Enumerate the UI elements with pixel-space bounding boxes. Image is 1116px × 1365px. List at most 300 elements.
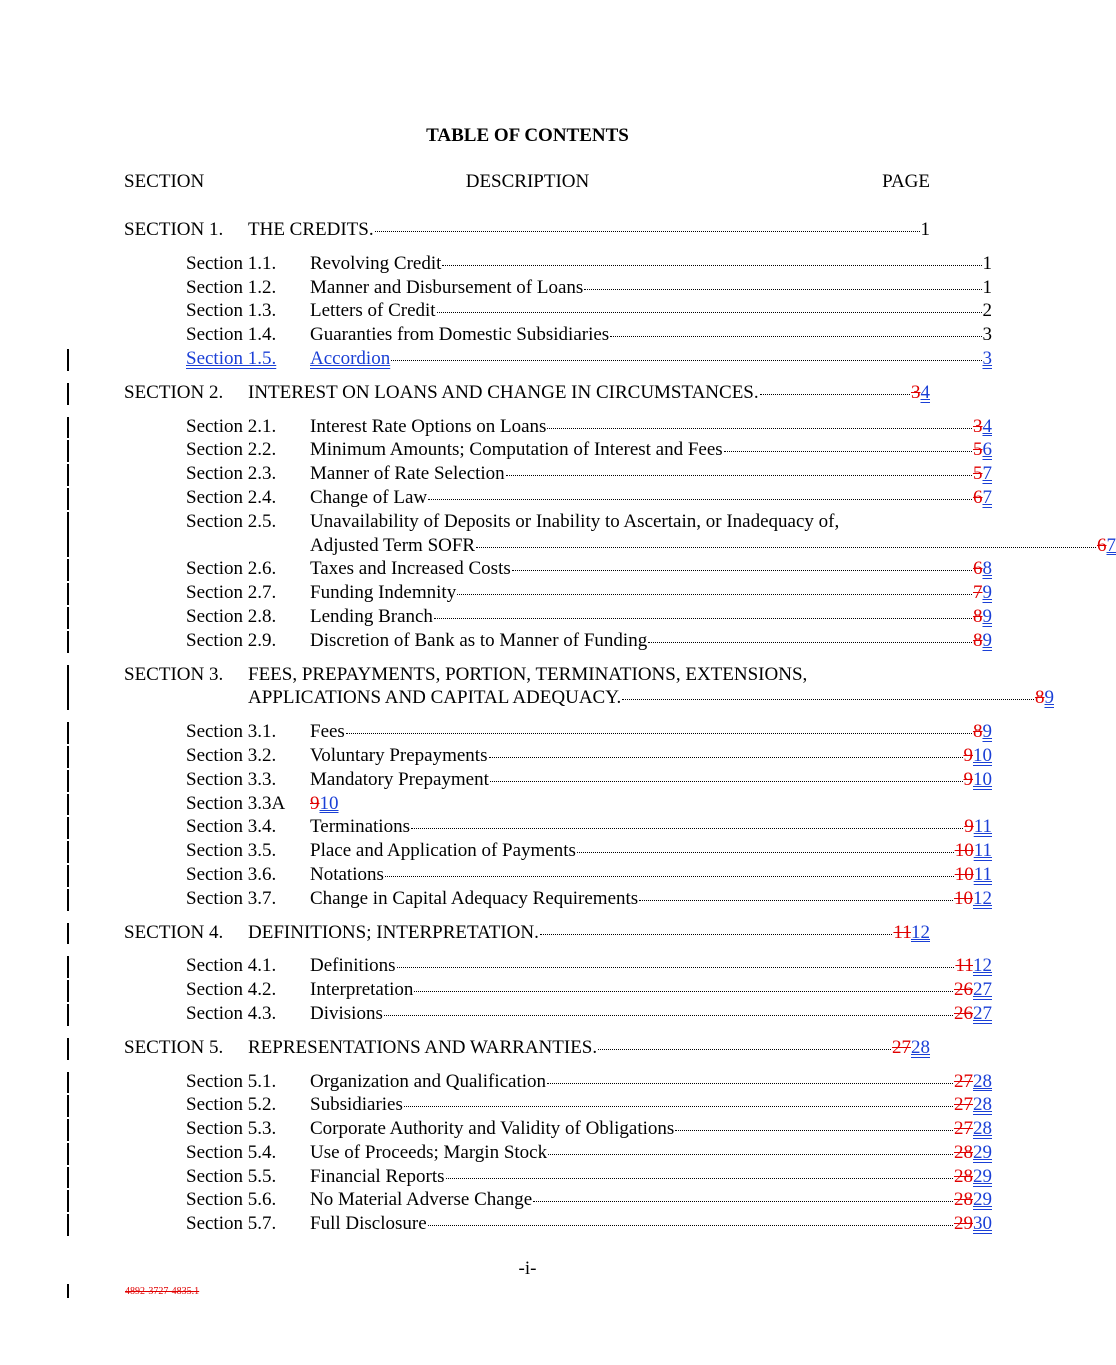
page-number-deleted: 9 [963,768,973,790]
page-reference [983,299,993,323]
toc-subsection-row[interactable] [124,768,992,792]
change-bar [67,722,69,744]
toc-label: Section 2.3. [186,463,277,485]
toc-title-text: Interest Rate Options on Loans [310,415,547,437]
toc-spacer [124,405,930,415]
page-number-inserted: 9 [982,582,992,604]
page-number-inserted: 11 [973,816,992,838]
toc-section-block [124,921,992,1026]
toc-spacer [124,710,930,720]
page-number-value: 3 [982,324,992,346]
page-number-deleted: 26 [954,1002,973,1024]
change-bar [67,488,69,510]
toc-title-text: Financial Reports [310,1165,445,1187]
toc-line [186,1002,992,1026]
toc-subsection-row[interactable] [124,276,992,300]
page-number-deleted: 27 [954,1118,973,1140]
toc-label: Section 5.4. [186,1141,277,1163]
page-number-inserted: 29 [973,1165,992,1187]
toc-line [124,1036,930,1060]
dot-leader [577,851,954,853]
toc-subsection-row[interactable] [124,863,992,887]
toc-line [186,1141,992,1165]
page-number-deleted: 6 [1097,534,1107,556]
toc-line [124,218,930,242]
page-reference [954,1188,992,1212]
toc-section-row[interactable] [124,381,930,405]
dot-leader [384,1014,953,1016]
page-reference [983,276,993,300]
change-bar [67,956,69,978]
toc-subsection-row[interactable] [124,792,930,816]
toc-title-text: Full Disclosure [310,1213,427,1235]
toc-title-text: Funding Indemnity [310,582,457,604]
column-header-page: PAGE [882,171,930,192]
page-number-inserted: 7 [1106,534,1116,556]
change-bar [67,559,69,581]
page-number: -i- [518,1258,537,1279]
page-number-inserted: 11 [973,840,992,862]
page-number-deleted: 6 [973,558,983,580]
page-reference [1035,686,1054,710]
toc-title-text: Use of Proceeds; Margin Stock [310,1141,548,1163]
dot-leader [490,780,963,782]
page-number-deleted: 5 [973,439,983,461]
toc-line [186,299,992,323]
toc-title-text: Guaranties from Domestic Subsidiaries [310,324,610,346]
toc-line [186,581,992,605]
dot-leader [675,1129,953,1131]
page-number-deleted: 9 [963,744,973,766]
page-number-value: 1 [920,219,930,240]
dot-leader [760,393,910,395]
dot-leader [414,990,953,992]
toc-subsection-row[interactable] [124,581,992,605]
page-number-inserted: 12 [973,887,992,909]
page-reference [921,218,931,242]
page-reference [954,1070,992,1094]
change-bar [67,980,69,1002]
dot-leader [434,617,972,619]
toc-line [186,252,992,276]
toc-subsection-row[interactable] [124,978,992,1002]
change-bar [67,1167,69,1189]
page-number-inserted: 9 [982,629,992,651]
page-reference [954,1117,992,1141]
toc-label: Section 5.5. [186,1165,277,1187]
page-reference [973,557,992,581]
page-reference [310,792,339,816]
toc-title-text: Place and Application of Payments [310,840,576,862]
change-bar [67,583,69,605]
toc-title-text: Adjusted Term SOFR [310,534,476,556]
toc-subsection-row[interactable] [124,1141,992,1165]
dot-leader [457,593,972,595]
toc-label: Section 2.2. [186,439,277,461]
page-reference [983,323,993,347]
toc-title-text: Voluntary Prepayments [310,744,488,766]
dot-leader [547,427,972,429]
toc-label: Section 2.6. [186,558,277,580]
toc-title-text: Notations [310,863,384,885]
page-reference [964,768,993,792]
change-bar [67,746,69,768]
page-number-deleted: 27 [892,1036,911,1058]
toc-title-text: Corporate Authority and Validity of Obligations [310,1118,675,1140]
dot-leader [584,288,981,290]
toc-label: SECTION 4. [124,921,224,943]
toc-label: Section 2.7. [186,582,277,604]
toc-line [186,768,992,792]
dot-leader [446,1177,953,1179]
toc-line [186,1093,992,1117]
page-number-inserted: 28 [973,1118,992,1140]
change-bar [67,512,69,558]
toc-line [186,415,992,439]
toc-label: Section 5.7. [186,1213,277,1235]
dot-leader [385,875,954,877]
page-number-deleted: 10 [954,863,974,885]
toc-subsection-row[interactable] [124,323,992,347]
page-number-inserted: 29 [973,1189,992,1211]
page-number-value: 1 [982,276,992,298]
toc-title-text: Organization and Qualification [310,1070,547,1092]
dot-leader [404,1105,953,1107]
dot-leader [442,264,981,266]
toc-subsection-row[interactable] [124,462,992,486]
toc-label: Section 5.3. [186,1118,277,1140]
toc-title-text: Taxes and Increased Costs [310,558,511,580]
page-number-inserted: 9 [982,721,992,743]
toc-subsection-row[interactable] [124,815,992,839]
toc-label: Section 3.5. [186,840,277,862]
toc-label: Section 1.5. [186,347,277,369]
toc-title-text: Letters of Credit [310,300,436,322]
page-reference [955,839,992,863]
toc-title-text: Interpretation [310,979,414,1001]
change-bar [67,841,69,863]
dot-leader [598,1048,891,1050]
toc-label: Section 4.2. [186,979,277,1001]
toc-title-text: Manner of Rate Selection [310,463,505,485]
dot-leader [533,1200,953,1202]
toc-label: Section 1.1. [186,252,277,274]
dot-leader [476,546,1096,548]
page-number-inserted: 28 [973,1094,992,1116]
page-number-inserted: 29 [973,1141,992,1163]
dot-leader [639,899,953,901]
page-number-deleted: 9 [964,816,974,838]
dot-leader [512,569,972,571]
toc-section-row[interactable] [124,1036,930,1060]
page-reference [954,1093,992,1117]
toc-line [186,954,992,978]
change-bar [67,865,69,887]
page-number-deleted: 11 [893,921,911,943]
dot-leader [411,827,963,829]
change-bar [67,1190,69,1212]
page-number-inserted: 12 [911,921,930,943]
toc-line [186,323,992,347]
toc-section-block [124,218,992,371]
page-number-deleted: 28 [954,1189,973,1211]
page-number-value: 1 [982,252,992,274]
toc-line [186,863,992,887]
toc-label: Section 2.5. [186,510,277,532]
page-number-deleted: 27 [954,1070,973,1092]
toc-title-text: Lending Branch [310,605,433,627]
column-header-section: SECTION [124,171,205,192]
toc-line [186,438,992,462]
toc-line [186,792,992,816]
toc-subsection-row[interactable] [124,605,992,629]
toc-subsection-row[interactable] [124,954,992,978]
toc-label: Section 3.4. [186,816,277,838]
toc-subsection-row[interactable] [124,510,1116,558]
page-reference [973,462,992,486]
toc-line [124,381,930,405]
toc-label: Section 3.6. [186,863,277,885]
toc-line [186,1117,992,1141]
page-reference [911,381,930,405]
change-bar [67,349,69,371]
dot-leader [610,335,981,337]
page-reference [893,921,930,945]
page-number-deleted: 7 [973,582,983,604]
change-bar [67,464,69,486]
dot-leader [489,756,963,758]
page-number-deleted: 26 [954,979,973,1001]
toc-section-row[interactable] [124,663,1054,711]
dot-leader [428,1224,953,1226]
page-number-deleted: 8 [973,605,983,627]
toc-title-text: Subsidiaries [310,1094,403,1116]
page-reference [973,486,992,510]
toc-subsection-row[interactable] [124,299,992,323]
page-number-deleted: 10 [954,887,973,909]
change-bar [67,794,69,816]
page-number-inserted: 7 [982,463,992,485]
toc-label: Section 3.3A [186,792,286,814]
page-number-inserted: 10 [973,744,992,766]
toc-line [186,887,992,911]
page-number-inserted: 28 [911,1036,930,1058]
dot-leader [548,1153,953,1155]
page-reference [964,815,992,839]
page-number-inserted: 30 [973,1213,992,1235]
change-bar [67,631,69,653]
dot-leader [648,641,972,643]
page-reference [1097,534,1116,558]
toc-title-text: DEFINITIONS; INTERPRETATION. [248,921,539,943]
change-bar [67,1095,69,1117]
page-number-inserted: 6 [982,439,992,461]
change-bar [67,1038,69,1060]
toc-line [186,1212,992,1236]
toc-label: Section 2.8. [186,605,277,627]
toc-line [186,510,992,534]
toc-subsection-row[interactable] [124,1002,992,1026]
toc-subsection-row[interactable] [124,557,992,581]
change-bar-footer [67,1284,69,1298]
page-reference [964,744,993,768]
page-number-deleted: 8 [973,629,983,651]
toc-section-row[interactable] [124,218,930,242]
page-number-deleted: 29 [954,1213,973,1235]
toc-line [186,839,992,863]
toc-line [124,921,930,945]
page-reference [973,720,992,744]
dot-leader [397,966,955,968]
toc-line [186,605,992,629]
toc-label: Section 2.1. [186,415,277,437]
toc-subsection-row[interactable] [124,744,992,768]
toc-line [310,534,1116,558]
page-number-deleted: 27 [954,1094,973,1116]
page-number-deleted: 6 [973,486,983,508]
change-bar [67,1072,69,1094]
toc-label: SECTION 2. [124,381,224,403]
toc-line [186,1188,992,1212]
toc-label: Section 1.2. [186,276,277,298]
toc-title-text: Change of Law [310,486,428,508]
page-number-deleted: 3 [973,415,983,437]
toc-title-text: THE CREDITS. [248,219,374,240]
toc-title-text: FEES, PREPAYMENTS, PORTION, TERMINATIONS, EXTENSIONS, [248,663,808,685]
toc-subsection-row[interactable] [124,252,992,276]
dot-leader [375,230,920,232]
page-reference [973,605,992,629]
toc-section-block [124,663,1054,911]
toc-subsection-row[interactable] [124,347,992,371]
page-reference [955,954,992,978]
toc-subsection-row[interactable] [124,486,992,510]
toc-title-text: Manner and Disbursement of Loans [310,276,584,298]
toc-label: SECTION 1. [124,219,224,240]
change-bar [67,770,69,792]
toc-subsection-row[interactable] [124,1093,992,1117]
toc-label: SECTION 3. [124,663,224,685]
page-reference [954,978,992,1002]
page-number-deleted: 9 [310,792,320,814]
page-reference [983,347,993,371]
toc-title-text: Divisions [310,1002,383,1024]
page-number-deleted: 11 [955,955,973,977]
toc-line [186,720,992,744]
table-of-contents [124,218,1116,1246]
toc-line [186,744,992,768]
toc-subsection-row[interactable] [124,1188,992,1212]
page-reference [973,438,992,462]
toc-title-text: Terminations [310,816,410,838]
column-header-description: DESCRIPTION [465,171,590,192]
toc-label: Section 3.2. [186,744,277,766]
dot-leader [724,450,972,452]
toc-title-text: No Material Adverse Change [310,1189,533,1211]
page-number-inserted: 12 [973,955,992,977]
page-number-inserted: 27 [973,979,992,1001]
toc-subsection-row[interactable] [124,1212,992,1236]
toc-subsection-row[interactable] [124,887,992,911]
toc-subsection-row[interactable] [124,1070,992,1094]
page-number-value: 2 [982,300,992,322]
toc-title-text: REPRESENTATIONS AND WARRANTIES. [248,1036,598,1058]
change-bar [67,383,69,405]
dot-leader [540,933,893,935]
change-bar [67,1119,69,1141]
toc-label: Section 5.2. [186,1094,277,1116]
dot-leader [506,474,972,476]
toc-title-text: Minimum Amounts; Computation of Interest and Fees [310,439,723,461]
dot-leader [437,311,982,313]
toc-spacer [124,944,930,954]
page-reference [954,1165,992,1189]
toc-line [186,462,992,486]
change-bar [67,1214,69,1236]
page-number-inserted: 4 [920,381,930,403]
toc-subsection-row[interactable] [124,438,992,462]
toc-section-row[interactable] [124,921,930,945]
toc-line [186,629,992,653]
dot-leader [622,698,1034,700]
page-reference [983,252,993,276]
page-number-inserted: 10 [319,792,339,814]
toc-subsection-row[interactable] [124,720,992,744]
change-bar [67,889,69,911]
toc-label: Section 4.1. [186,955,277,977]
page-reference [973,581,992,605]
page-number-deleted: 28 [954,1141,973,1163]
toc-line [186,557,992,581]
dot-leader [391,359,981,361]
toc-label: Section 3.3. [186,768,277,790]
toc-label: Section 1.3. [186,300,277,322]
toc-label: Section 1.4. [186,324,277,346]
change-bar [67,607,69,629]
dot-leader [428,498,972,500]
toc-subsection-row[interactable] [124,1165,992,1189]
page-number-inserted: 7 [982,486,992,508]
page-number-inserted: 10 [973,768,992,790]
toc-line [186,1165,992,1189]
toc-label: SECTION 5. [124,1036,224,1058]
page-number-deleted: 28 [954,1165,973,1187]
page-reference [973,415,992,439]
page-reference [954,1141,992,1165]
toc-line [186,978,992,1002]
toc-label: Section 5.1. [186,1070,277,1092]
toc-label: Section 3.1. [186,721,277,743]
page-number-inserted: 3 [982,347,992,369]
toc-spacer [124,1060,930,1070]
toc-title-text: Definitions [310,955,396,977]
toc-title-text: APPLICATIONS AND CAPITAL ADEQUACY. [248,687,622,709]
change-bar [67,1004,69,1026]
toc-title-text: Unavailability of Deposits or Inability to Ascertain, or Inadequacy of, [310,510,840,532]
toc-title-text: Fees [310,721,345,743]
toc-subsection-row[interactable] [124,629,992,653]
page-reference [955,863,992,887]
page-reference [973,629,992,653]
page-number-deleted: 8 [1035,687,1045,709]
page-reference [892,1036,930,1060]
toc-title-text: INTEREST ON LOANS AND CHANGE IN CIRCUMSTANCES. [248,381,759,403]
toc-subsection-row[interactable] [124,839,992,863]
toc-subsection-row[interactable] [124,1117,992,1141]
page-number-deleted: 8 [973,721,983,743]
toc-title-text: Mandatory Prepayment [310,768,489,790]
toc-subsection-row[interactable] [124,415,992,439]
